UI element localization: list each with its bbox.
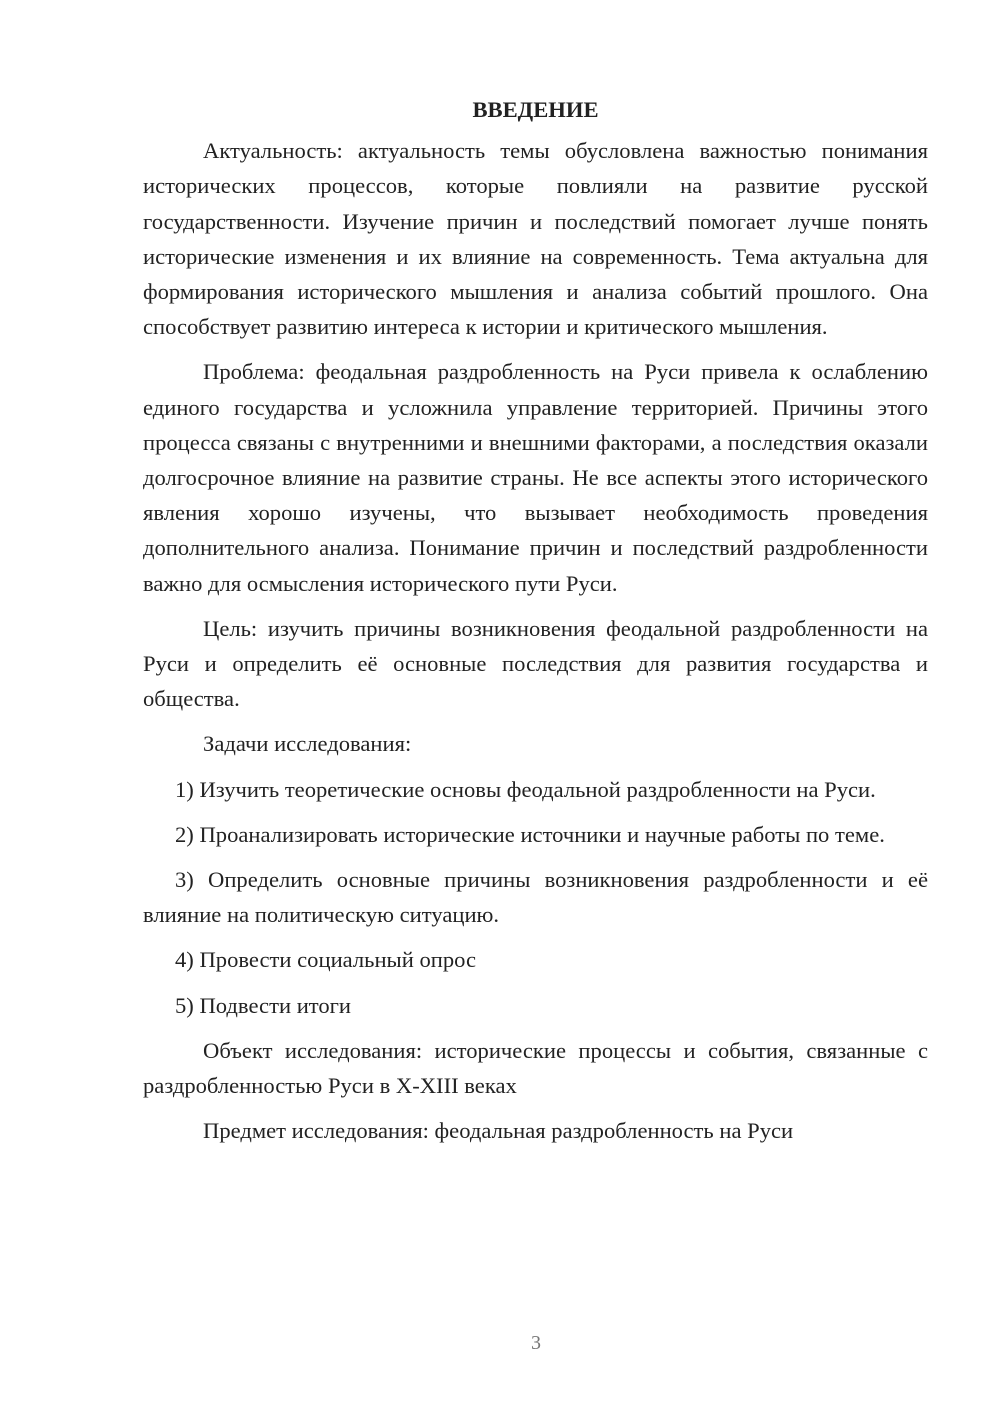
task-item-4: 4) Провести социальный опрос <box>175 947 477 973</box>
task-item-3: 3) Определить основные причины возникновения раздробленности и её влияние на политическую ситуацию. <box>143 867 928 928</box>
task-item-1: 1) Изучить теоретические основы феодальной раздробленности на Руси. <box>175 776 876 802</box>
object-paragraph: Объект исследования: исторические процессы и события, связанные с раздробленностью Руси в X-XIII веках <box>143 1037 928 1099</box>
section-title: ВВЕДЕНИЕ <box>472 97 599 122</box>
task-item-5: 5) Подвести итоги <box>175 992 352 1018</box>
goal-paragraph: Цель: изучить причины возникновения феодальной раздробленности на Руси и определить её основные последствия для развития государства и общества. <box>143 615 928 712</box>
subject-paragraph: Предмет исследования: феодальная раздробленность на Руси <box>203 1118 794 1144</box>
page-number: 3 <box>531 1332 541 1354</box>
task-item-2: 2) Проанализировать исторические источники и научные работы по теме. <box>175 821 885 847</box>
problem-paragraph: Проблема: феодальная раздробленность на Руси привела к ослаблению единого государства и усложнила управление территорией. Причины этого процесса связаны с внутренними и внешними факторами, а последствия оказали долгосрочное влияние на развитие страны. Не все аспекты этого исторического явления хорошо изучены, что вызывает необходимость проведения дополнительного анализа. Понимание причин и последствий раздробленности важно для осмысления исторического пути Руси. <box>143 359 928 596</box>
relevance-paragraph: Актуальность: актуальность темы обусловлена важностью понимания исторических процессов, которые повлияли на развитие русской государственности. Изучение причин и последствий помогает лучше понять исторические изменения и их влияние на современность. Тема актуальна для формирования исторического мышления и анализа событий прошлого. Она способствует развитию интереса к истории и критического мышления. <box>143 138 928 340</box>
document-page <box>143 92 928 1156</box>
tasks-heading: Задачи исследования: <box>203 731 412 757</box>
